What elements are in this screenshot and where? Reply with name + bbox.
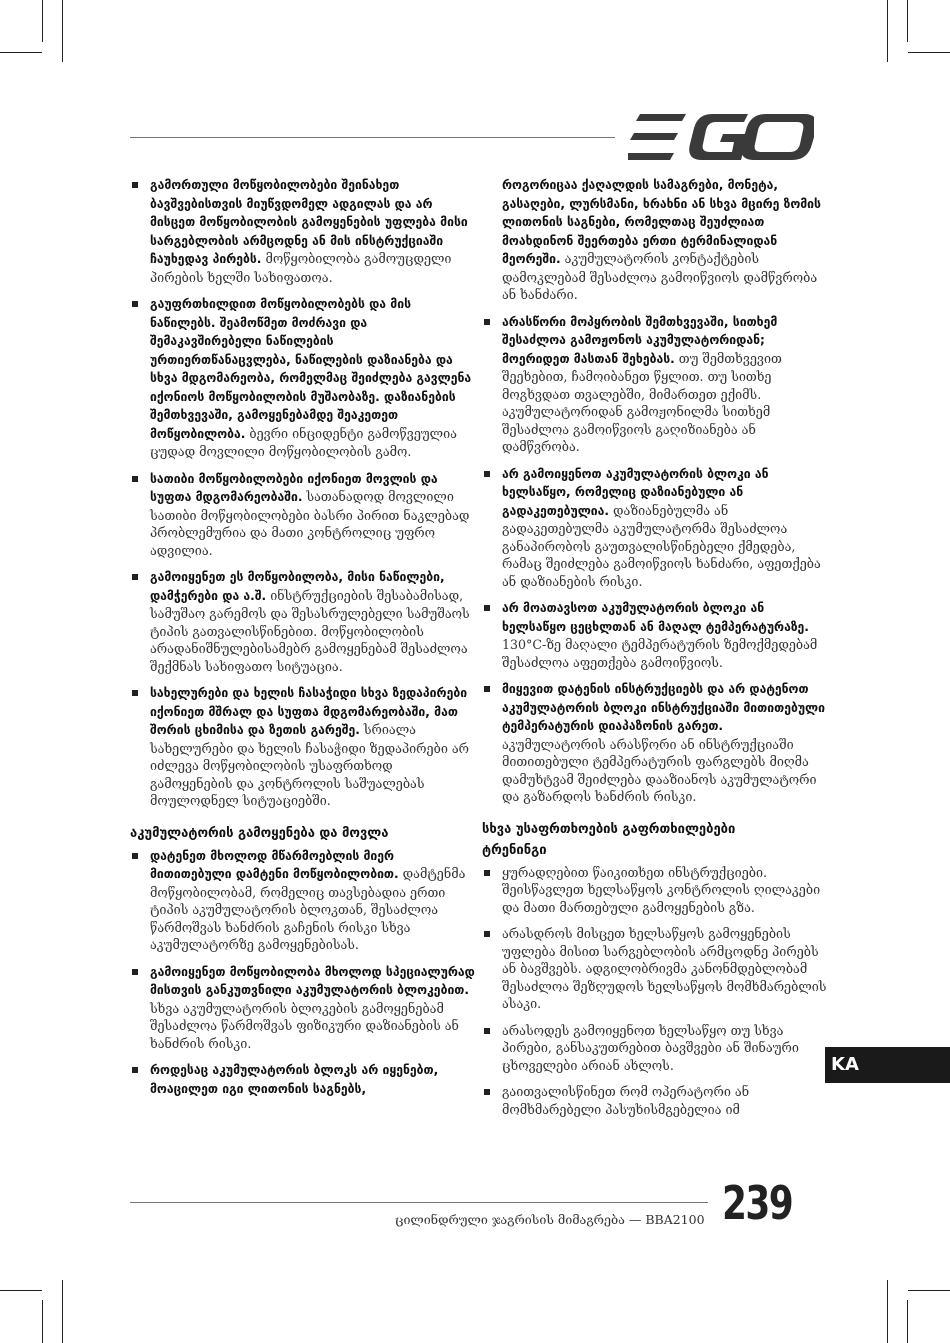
item-bold-text: არასწორი მოპყრობის შემთხვევაში, სითხემ შესაძლოა გამოჟონოს აკუმულატორიდან; მოერიდეთ მასთან შეხებას.	[502, 314, 778, 366]
bullet-square-icon	[484, 605, 490, 611]
list-item	[482, 1022, 827, 1075]
crop-mark	[907, 1300, 908, 1343]
left-column	[130, 176, 475, 1107]
list-item	[482, 680, 827, 806]
item-text: ყურადღებით წაიკითხეთ ინსტრუქციები. შეისწავლეთ ხელსაწყოს კონტროლის ღილაკები და მათი მართებული გამოყენების გზა.	[502, 864, 821, 915]
bullet-square-icon	[132, 1067, 138, 1073]
bullet-square-icon	[484, 686, 490, 692]
footer-rule	[130, 1202, 708, 1203]
crop-mark	[0, 1290, 42, 1291]
bullet-square-icon	[484, 1089, 490, 1095]
bullet-square-icon	[132, 574, 138, 580]
bullet-square-icon	[132, 853, 138, 859]
item-bold-text: გამორთული მოწყობილობები შეინახეთ ბავშვებისთვის მიუწვდომელ ადგილას და არ მისცეთ მოწყობილობის გამოყენების უფლება მისი სარგებლობის არმცოდნე ან მის ინსტრუქციაში ჩაუხედავ პირებს.	[150, 178, 468, 266]
crop-mark	[887, 1280, 888, 1343]
item-text: დამტენმა მოწყობილობამ, რომელიც თავსებადია ერთი ტიპის აკუმულატორის ბლოკთან, შესაძლოა წარმოშვას ხანძრის გაჩენის რისკი სხვა აკუმულატორზე გამოყენებისას.	[150, 866, 466, 952]
bullet-square-icon	[484, 870, 490, 876]
bullet-square-icon	[484, 931, 490, 937]
bullet-square-icon	[484, 471, 490, 477]
item-text: სათანადოდ მოვლილი სათიბი მოწყობილობები ბასრი პირით ნაკლებად პრობლემურია და მათი კონტროლიც უფრო ადვილია.	[150, 489, 470, 558]
section-heading: სხვა უსაფრთხოების გაფრთხილებები	[482, 821, 736, 837]
item-text: 130°C-ზე მაღალი ტემპერატურის ზემოქმედებამ შესაძლოა აფეთქება გამოიწვიოს.	[502, 637, 818, 670]
item-bold-text: გაუფრთხილდით მოწყობილობებს და მის ნაწილებს. შეამოწმეთ მოძრავი და შემაკავშირებელი ნაწილების ურთიერთწანაცვლება, ნაწილების დაზიანება და სხვა მდგომარეობა, რომელმაც შეიძლება გავლენა იქონიოს მოწყობილობის მუშაობაზე. დაზიანების შემთხვევაში, გამოყენებამდე შეაკეთეთ მოწყობილობა.	[150, 297, 472, 441]
crop-mark	[42, 0, 43, 42]
list-item	[130, 684, 475, 810]
list-item	[130, 568, 475, 675]
bullet-square-icon	[132, 690, 138, 696]
item-bold-text: მიყევით დატენის ინსტრუქციებს და არ დატენოთ აკუმულატორის ბლოკი ინსტრუქციაში მითითებული ტემპერატურის დიაპაზონის გარეთ.	[502, 682, 825, 733]
list-item	[482, 864, 827, 917]
crop-mark	[908, 1290, 950, 1291]
section-heading: ტრენინგი	[482, 842, 547, 858]
item-bold-text: როდესაც აკუმულატორის ბლოკს არ იყენებთ, მოაცილეთ იგი ლითონის საგნებს,	[150, 1063, 439, 1096]
item-bold-text: არ გამოიყენოთ აკუმულატორის ბლოკი ან ხელსაწყო, რომელიც დაზიანებული ან გადაკეთებულია.	[502, 466, 769, 518]
item-bold-text: როგორიცაა ქაღალდის სამაგრები, მონეტა, გასაღები, ლურსმანი, ხრახნი ან სხვა მცირე ზომის ლითონის საგნები, რომელთაც შეუძლიათ მოახდინონ შეერთება ერთი ტერმინალიდან მეორეში.	[502, 178, 821, 266]
item-bold-text: დატენეთ მხოლოდ მწარმოებლის მიერ მითითებული დამტენი მოწყობილობით.	[150, 848, 399, 881]
item-text: მოწყობილობა გამოუცდელი პირების ხელში სახიფათოა.	[150, 251, 452, 285]
language-tab: KA	[825, 1047, 950, 1083]
section-heading: აკუმულატორის გამოყენება და მოვლა	[130, 825, 389, 841]
list-item	[130, 295, 475, 461]
item-text: აკუმულატორის არასწორი ან ინსტრუქციაში მითითებული ტემპერატურის ფარგლებს მიღმა დამუხტვამ შეიძლება დააზიანოს აკუმულატორი და გაზარდოს ხანძრის რისკი.	[502, 736, 817, 804]
list-item	[482, 313, 827, 456]
item-text: სრიალა სახელურები და ხელის ჩასაჭიდი ზედაპირები არ იძლევა მოწყობილობის უსაფრთხოდ გამოყენების და კონტროლის საშუალებას მოულოდნელ სიტუაციებში.	[150, 722, 470, 808]
list-item	[482, 1083, 827, 1118]
bullet-square-icon	[132, 969, 138, 975]
crop-mark	[908, 52, 950, 53]
bullet-square-icon	[132, 182, 138, 188]
item-bold-text: არ მოათავსოთ აკუმულატორის ბლოკი ან ხელსაწყო ცეცხლთან ან მაღალ ტემპერატურაზე.	[502, 601, 809, 634]
list-item	[482, 599, 827, 671]
list-item	[482, 465, 827, 591]
crop-mark	[62, 0, 63, 62]
bullet-square-icon	[132, 301, 138, 307]
item-text: თუ შემთხვევით შეეხებით, ჩამოიბანეთ წყლით. თუ სითხე მოგხვდათ თვალებში, მიმართეთ ექიმს. აკუმულატორიდან გამოჟონილმა სითხემ შესაძლოა გამოიწვიოს გაღიზიანება ან დამწვრობა.	[502, 350, 782, 454]
item-text: ბევრი ინციდენტი გამოწვეულია ცუდად მოვლილი მოწყობილობის გამო.	[150, 425, 457, 459]
right-column	[482, 176, 827, 1127]
list-item	[130, 1061, 475, 1098]
ego-logo	[628, 112, 814, 162]
bullet-square-icon	[484, 1028, 490, 1034]
item-bold-text: სახელურები და ხელის ჩასაჭიდი სხვა ზედაპირები იქონიეთ მშრალ და სუფთა მდგომარეობაში, მათ შორის ცხიმისა და ზეთის გარეშე.	[150, 686, 468, 737]
crop-mark	[907, 0, 908, 42]
list-item	[130, 176, 475, 286]
item-text: დაზიანებულმა ან გადაკეთებულმა აკუმულატორმა შესაძლოა განაპირობოს გაუთვალისწინებელი ქმედება, რამაც შეიძლება გამოიწვიოს ხანძარი, აფეთქება ან დაზიანების რისკი.	[502, 502, 821, 589]
footer-title: ცილინდრული ჯაგრისის მიმაგრება — BBA2100	[395, 1212, 705, 1227]
crop-mark	[42, 1300, 43, 1343]
list-item	[482, 925, 827, 1013]
crop-mark	[62, 1280, 63, 1343]
list-item	[130, 847, 475, 954]
list-item	[130, 963, 475, 1053]
list-item	[130, 470, 475, 560]
item-bold-text: გამოიყენეთ მოწყობილობა მხოლოდ სპეციალურად მისთვის განკუთვნილი აკუმულატორის ბლოკებით.	[150, 964, 475, 997]
bullet-square-icon	[132, 476, 138, 482]
header-rule	[130, 137, 615, 138]
list-item-continuation	[482, 176, 827, 304]
item-bold-text: სათიბი მოწყობილობები იქონიეთ მოვლის და სუფთა მდგომარეობაში.	[150, 471, 438, 504]
item-text: აკუმულატორის კონტაქტების დამოკლებამ შესაძლოა გამოიწვიოს დამწვრობა ან ხანძარი.	[502, 251, 818, 302]
item-bold-text: გამოიყენეთ ეს მოწყობილობა, მისი ნაწილები, დამჭერები და ა.შ.	[150, 570, 445, 603]
crop-mark	[0, 52, 42, 53]
crop-mark	[887, 0, 888, 62]
item-text: გაითვალისწინეთ რომ ოპერატორი ან მომხმარებელი პასუხისმგებელია იმ	[502, 1084, 750, 1117]
bullet-square-icon	[484, 319, 490, 325]
item-text: არასდროს მისცეთ ხელსაწყოს გამოყენების უფლება მისით სარგებლობის არმცოდნე პირებს ან ბავშვებს. ადგილობრივმა კანონმდებლობამ შესაძლოა შეზღუდოს ხელსაწყოს მომხმარებლის ასაკი.	[502, 926, 827, 1011]
page-number: 239	[722, 1176, 793, 1230]
item-text: სხვა აკუმულატორის ბლოკების გამოყენებამ შესაძლოა წარმოშვას ფიზიკური დაზიანების ან ხანძრის რისკი.	[150, 1000, 459, 1051]
item-text: არასოდეს გამოიყენოთ ხელსაწყო თუ სხვა პირები, განსაკუთრებით ბავშვები ან შინაური ცხოველები არიან ახლოს.	[502, 1022, 799, 1073]
item-text: ინსტრუქციების შესაბამისად, სამუშაო გარემოს და შესასრულებელი სამუშაოს ტიპის გათვალისწინებით. მოწყობილობის არადანიშნულებისამებრ გამოყენებამ შესაძლოა შექმნას სახიფათო სიტუაცია.	[150, 587, 470, 674]
